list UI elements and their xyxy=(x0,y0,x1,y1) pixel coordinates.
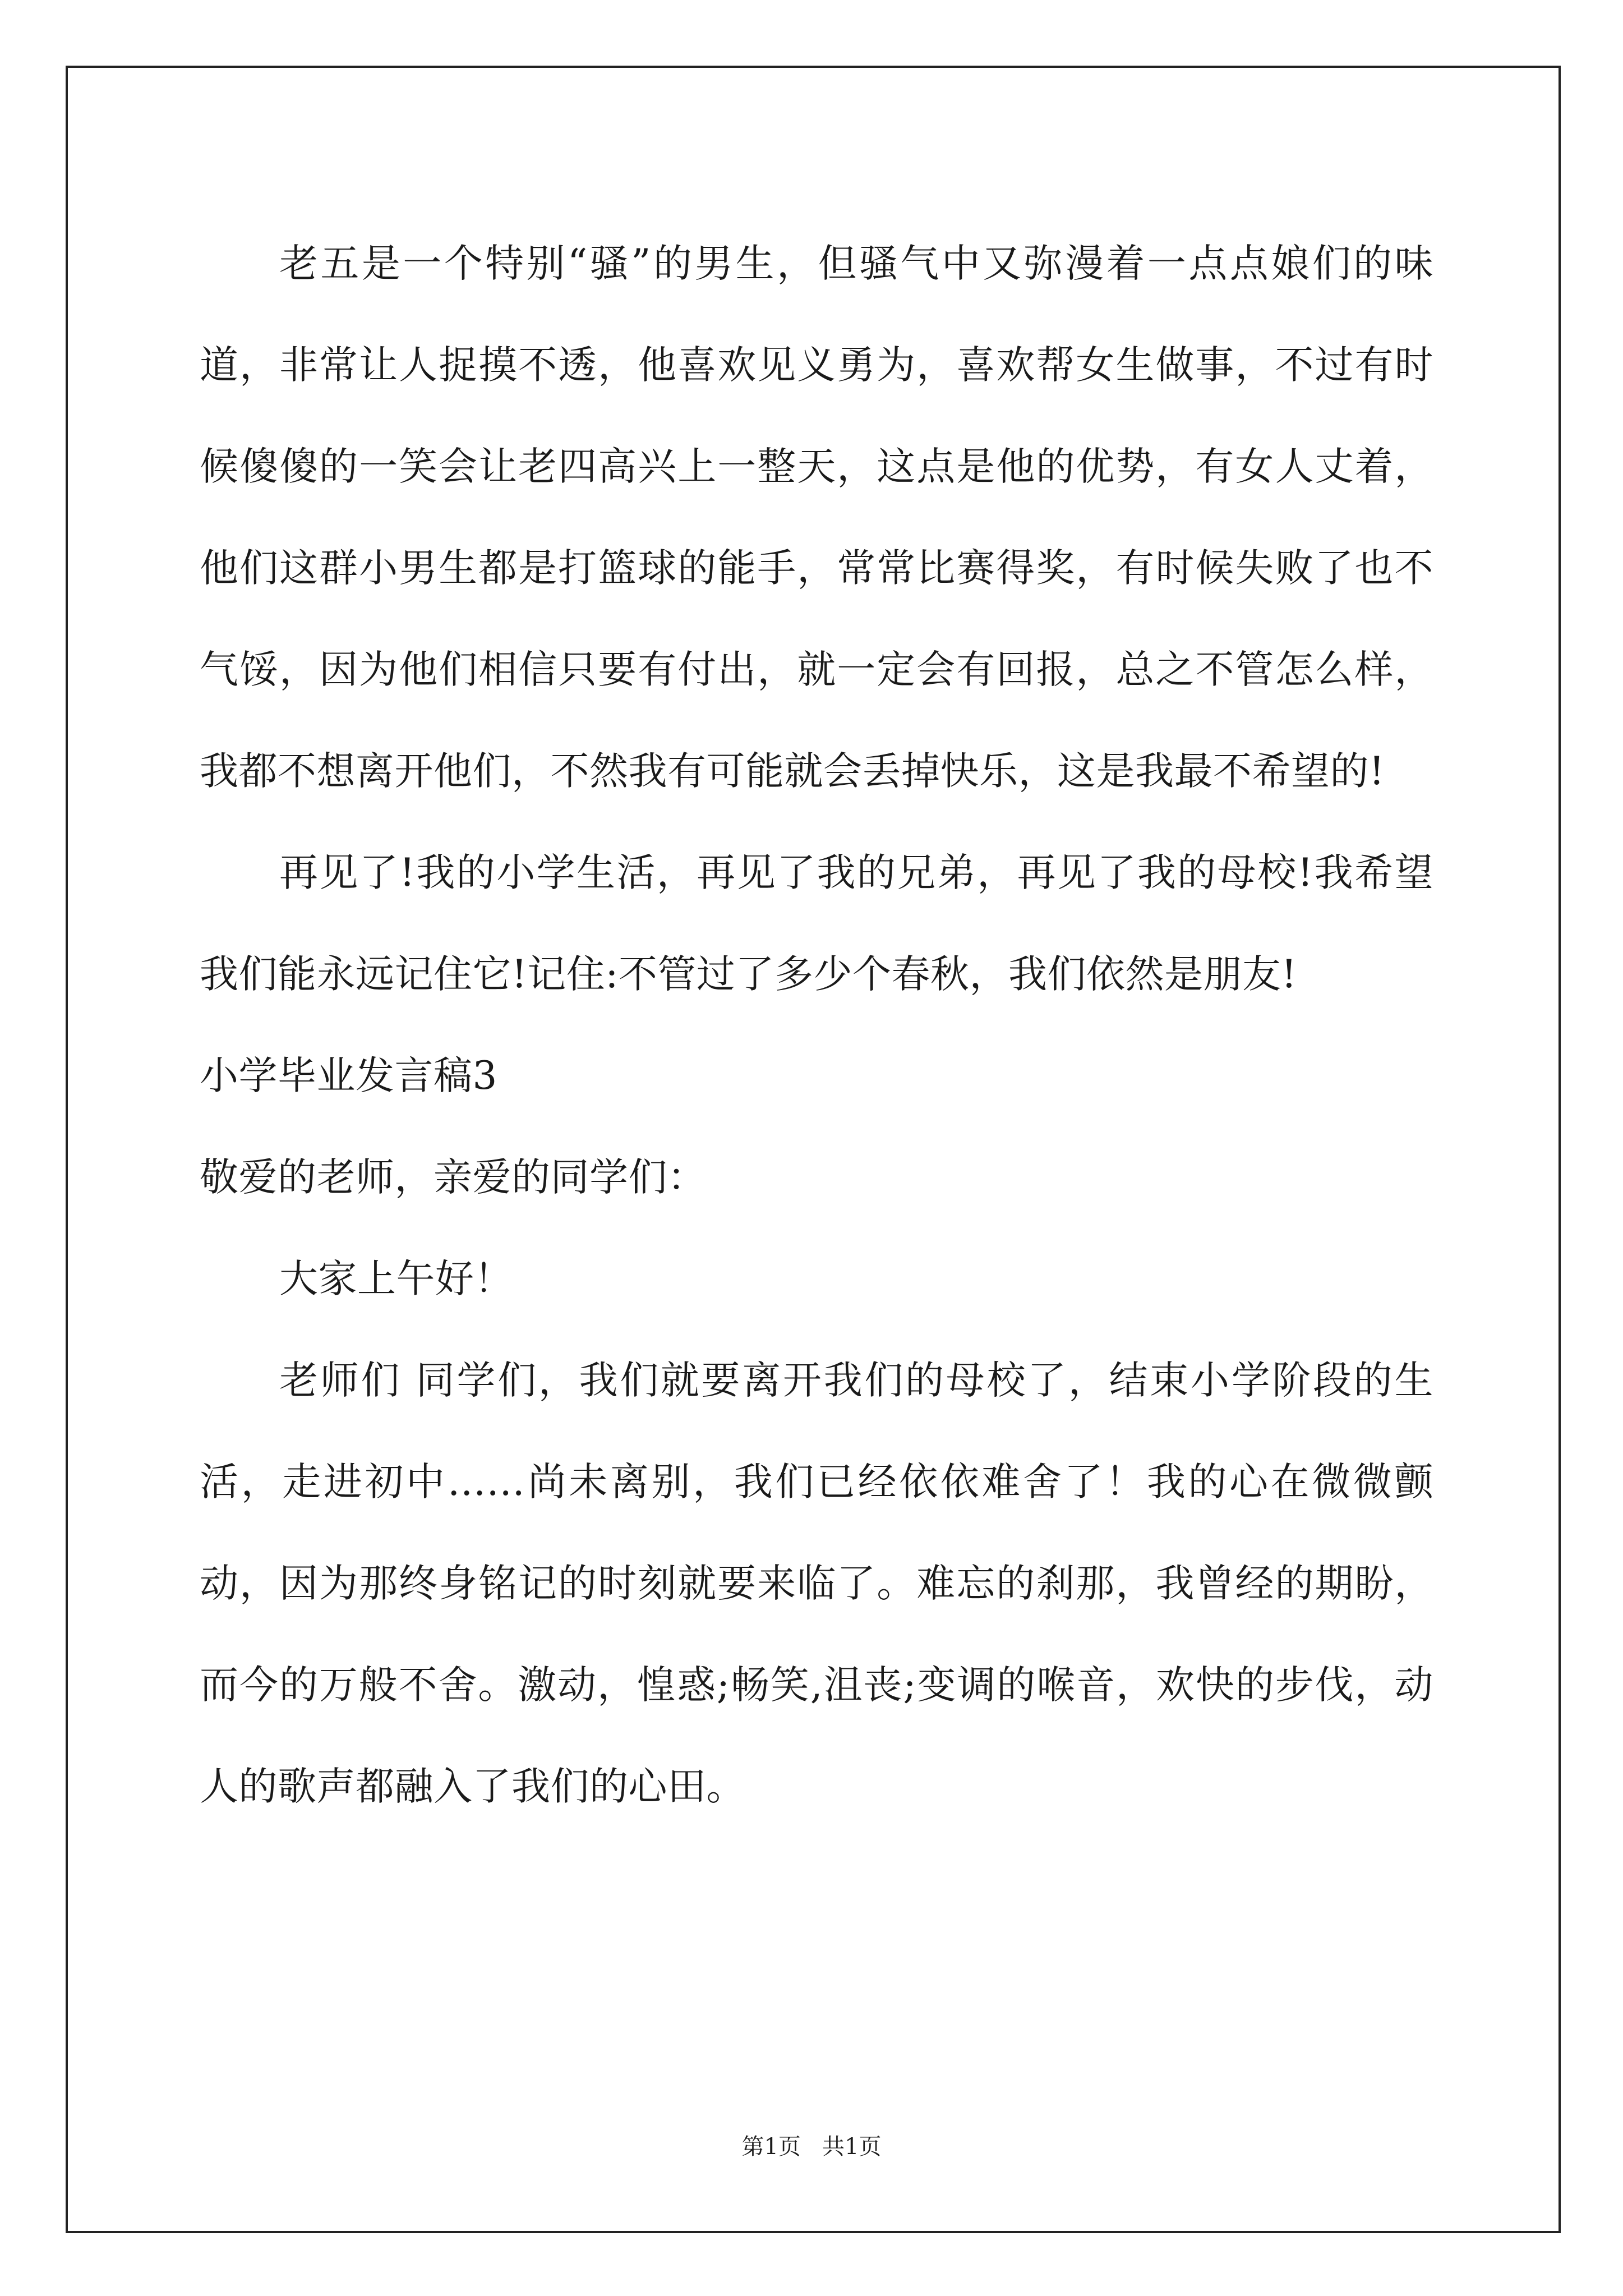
paragraph-laowu: 老五是一个特别“骚”的男生，但骚气中又弥漫着一点点娘们的味道，非常让人捉摸不透，他喜欢见义勇为，喜欢帮女生做事，不过有时候傻傻的一笑会让老四高兴上一整天，这点是他的优势，有女人丈着，他们这群小男生都是打篮球的能手，常常比赛得奖，有时候失败了也不气馁，因为他们相信只要有付出，就一定会有回报，总之不管怎么样，我都不想离开他们，不然我有可能就会丢掉快乐，这是我最不希望的! xyxy=(200,241,1433,794)
page-footer: 第1页 共1页 xyxy=(741,2134,882,2160)
paragraph-farewell: 再见了!我的小学生活，再见了我的兄弟，再见了我的母校!我希望我们能永远记住它!记住:不管过了多少个春秋，我们依然是朋友! xyxy=(200,850,1433,997)
salutation: 敬爱的老师，亲爱的同学们： xyxy=(200,1155,707,1200)
greeting: 大家上午好！ xyxy=(279,1257,513,1301)
paragraph-speech: 老师们 同学们，我们就要离开我们的母校了，结束小学阶段的生活，走进初中……尚未离别，我们已经依依难舍了！我的心在微微颤动，因为那终身铭记的时刻就要来临了。难忘的刹那，我曾经的期盼，而今的万般不舍。激动，惶惑;畅笑,沮丧;变调的喉音，欢快的步伐，动人的歌声都融入了我们的心田。 xyxy=(200,1358,1433,1809)
section-heading: 小学毕业发言稿3 xyxy=(200,1053,497,1098)
document-body xyxy=(200,213,1433,1838)
